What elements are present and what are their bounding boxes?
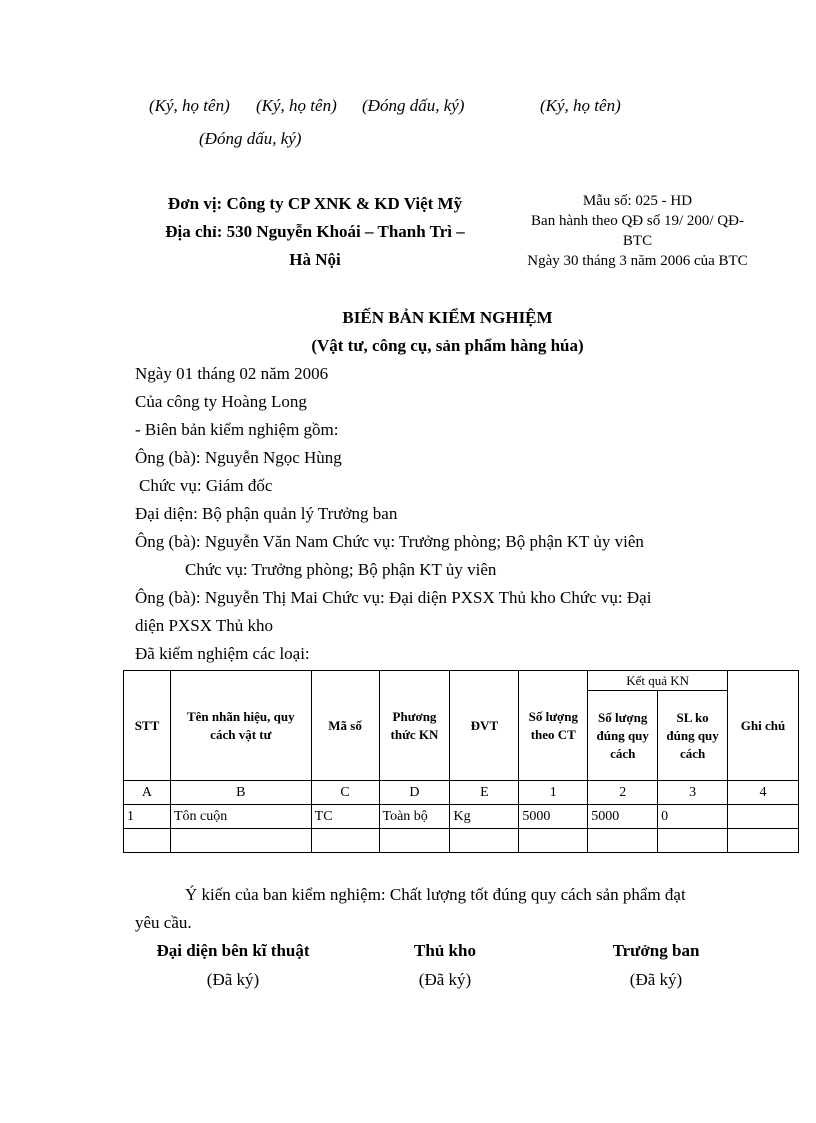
table-cell bbox=[728, 829, 799, 853]
col-code: 1 bbox=[519, 781, 588, 805]
inspected-label: Đã kiểm nghiệm các loại: bbox=[135, 644, 310, 663]
table-cell: 0 bbox=[658, 805, 728, 829]
table-cell: 5000 bbox=[588, 805, 658, 829]
col-code: 3 bbox=[658, 781, 728, 805]
committee-opinion-cont: yêu cầu. bbox=[135, 913, 192, 932]
table-cell: Toàn bộ bbox=[379, 805, 450, 829]
table-cell: 5000 bbox=[519, 805, 588, 829]
header-method: Phương thức KN bbox=[379, 671, 450, 781]
table-cell: 1 bbox=[124, 805, 171, 829]
representative-1: Đại diện: Bộ phận quản lý Trưởng ban bbox=[135, 504, 398, 523]
member-1-role: Chức vụ: Giám đốc bbox=[139, 476, 273, 495]
members-intro: - Biên bản kiểm nghiệm gồm: bbox=[135, 420, 339, 439]
table-row bbox=[124, 829, 799, 853]
table-cell bbox=[450, 829, 519, 853]
table-cell bbox=[170, 829, 311, 853]
header-qty-doc: Số lượng theo CT bbox=[519, 671, 588, 781]
company-unit: Đơn vị: Công ty CP XNK & KD Việt Mỹ bbox=[167, 194, 463, 213]
stamp-placeholder: (Đóng dấu, ký) bbox=[362, 96, 465, 115]
company-address: Địa chỉ: 530 Nguyễn Khoái – Thanh Trì – bbox=[165, 222, 465, 241]
col-code: D bbox=[379, 781, 450, 805]
signer-title-head: Trưởng ban bbox=[612, 941, 700, 960]
header-unit: ĐVT bbox=[450, 671, 519, 781]
col-code: E bbox=[450, 781, 519, 805]
signer-title-storekeeper: Thủ kho bbox=[414, 941, 476, 960]
header-result-group: Kết quả KN bbox=[588, 671, 728, 691]
signer-status: (Đã ký) bbox=[206, 970, 260, 989]
signature-placeholder: (Ký, họ tên) bbox=[149, 96, 230, 115]
table-cell bbox=[658, 829, 728, 853]
table-cell bbox=[728, 805, 799, 829]
col-code: 2 bbox=[588, 781, 658, 805]
signer-title-technical: Đại diện bên kĩ thuật bbox=[156, 941, 310, 960]
table-cell bbox=[519, 829, 588, 853]
table-cell bbox=[311, 829, 379, 853]
document-subtitle: (Vật tư, công cụ, sản phẩm hàng húa) bbox=[311, 336, 584, 355]
table-cell: Kg bbox=[450, 805, 519, 829]
company-address-cont: Hà Nội bbox=[289, 250, 341, 269]
form-number: Mẫu số: 025 - HD bbox=[582, 193, 693, 209]
table-cell bbox=[124, 829, 171, 853]
document-title: BIẾN BẢN KIỂM NGHIỆM bbox=[342, 308, 553, 327]
signature-placeholder: (Ký, họ tên) bbox=[256, 96, 337, 115]
col-code: C bbox=[311, 781, 379, 805]
header-qty-not-ok: SL ko đúng quy cách bbox=[658, 691, 728, 781]
form-info bbox=[500, 191, 775, 271]
header-name: Tên nhãn hiệu, quy cách vật tư bbox=[170, 671, 311, 781]
form-issued-date: Ngày 30 tháng 3 năm 2006 của BTC bbox=[527, 253, 748, 269]
company-header bbox=[130, 190, 500, 274]
header-stt: STT bbox=[124, 671, 171, 781]
col-code: A bbox=[124, 781, 171, 805]
signature-placeholder: (Ký, họ tên) bbox=[540, 96, 621, 115]
member-3: Ông (bà): Nguyễn Thị Mai Chức vụ: Đại diện PXSX Thủ kho Chức vụ: Đại bbox=[135, 588, 652, 607]
header-qty-ok: Số lượng đúng quy cách bbox=[588, 691, 658, 781]
table-cell bbox=[588, 829, 658, 853]
member-1: Ông (bà): Nguyễn Ngọc Hùng bbox=[135, 448, 342, 467]
committee-opinion: Ý kiến của ban kiểm nghiệm: Chất lượng tốt đúng quy cách sản phẩm đạt bbox=[185, 885, 686, 904]
stamp-placeholder: (Đóng dấu, ký) bbox=[199, 129, 302, 148]
table-cell: Tôn cuộn bbox=[170, 805, 311, 829]
member-2: Ông (bà): Nguyễn Văn Nam Chức vụ: Trưởng phòng; Bộ phận KT ủy viên bbox=[135, 532, 644, 551]
form-issued-cont: BTC bbox=[622, 233, 653, 249]
signer-status: (Đã ký) bbox=[418, 970, 472, 989]
col-code: 4 bbox=[728, 781, 799, 805]
table-cell bbox=[379, 829, 450, 853]
record-date: Ngày 01 tháng 02 năm 2006 bbox=[135, 364, 329, 383]
company-name: Của công ty Hoàng Long bbox=[135, 392, 307, 411]
col-code: B bbox=[170, 781, 311, 805]
form-issued: Ban hành theo QĐ số 19/ 200/ QĐ- bbox=[531, 213, 744, 229]
table-row bbox=[124, 805, 799, 829]
signer-status: (Đã ký) bbox=[629, 970, 683, 989]
member-3-cont: diện PXSX Thủ kho bbox=[135, 616, 274, 635]
inspection-table bbox=[123, 670, 799, 853]
header-note: Ghi chú bbox=[728, 671, 799, 781]
table-cell: TC bbox=[311, 805, 379, 829]
header-code: Mã số bbox=[311, 671, 379, 781]
member-2-role: Chức vụ: Trưởng phòng; Bộ phận KT ủy viên bbox=[185, 560, 497, 579]
